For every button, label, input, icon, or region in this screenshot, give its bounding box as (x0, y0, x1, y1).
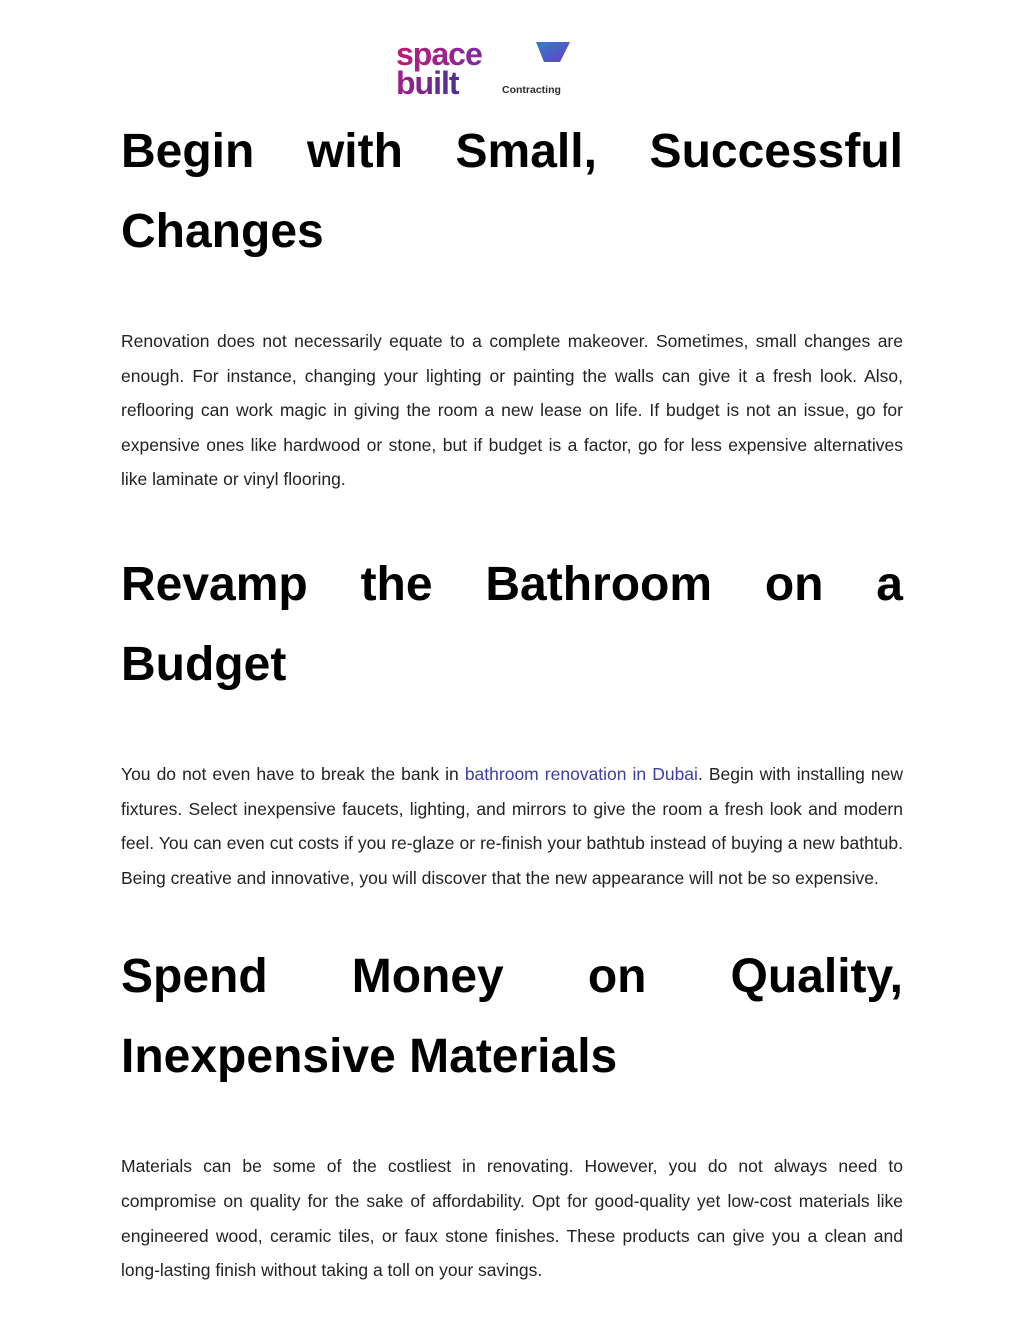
logo-tagline: Contracting (502, 84, 561, 96)
section-paragraph: Renovation does not necessarily equate to a complete makeover. Sometimes, small changes are enough. For instance, changing your lighting or painting the walls can give it a fresh look. Also, reflooring can work magic in giving the room a new lease on life. If budget is not an issue, go for expensive ones like hardwood or stone, but if budget is a factor, go for less expensive alternatives like laminate or vinyl flooring. (121, 331, 903, 490)
section-heading: Spend Money on Quality, Inexpensive Materials (121, 950, 903, 1084)
logo-line2: built (396, 65, 459, 98)
document-body (121, 112, 903, 1288)
section-paragraph: Materials can be some of the costliest in renovating. However, you do not always need to compromise on quality for the sake of affordability. Opt for good-quality yet low-cost materials like engineered wood, ceramic tiles, or faux stone finishes. These products can give you a clean and long-lasting finish without taking a toll on your savings. (121, 1156, 903, 1281)
logo-shape-icon (536, 42, 570, 62)
company-logo (394, 38, 574, 98)
section-heading: Revamp the Bathroom on a Budget (121, 557, 903, 691)
logo-line1: space (396, 38, 482, 72)
paragraph-text-after-link: . Begin with installing new fixtures. Select inexpensive faucets, lighting, and mirrors to give the room a fresh look and modern feel. You can even cut costs if you re-glaze or re-finish your bathtub instead of buying a new bathtub. Being creative and innovative, you will discover that the new appearance will not be so expensive. (121, 763, 904, 888)
section-paragraph (121, 757, 903, 895)
paragraph-text-before-link: You do not even have to break the bank in (121, 763, 465, 784)
bathroom-renovation-link[interactable]: bathroom renovation in Dubai (464, 763, 698, 784)
section-heading: Begin with Small, Successful Changes (121, 125, 903, 258)
